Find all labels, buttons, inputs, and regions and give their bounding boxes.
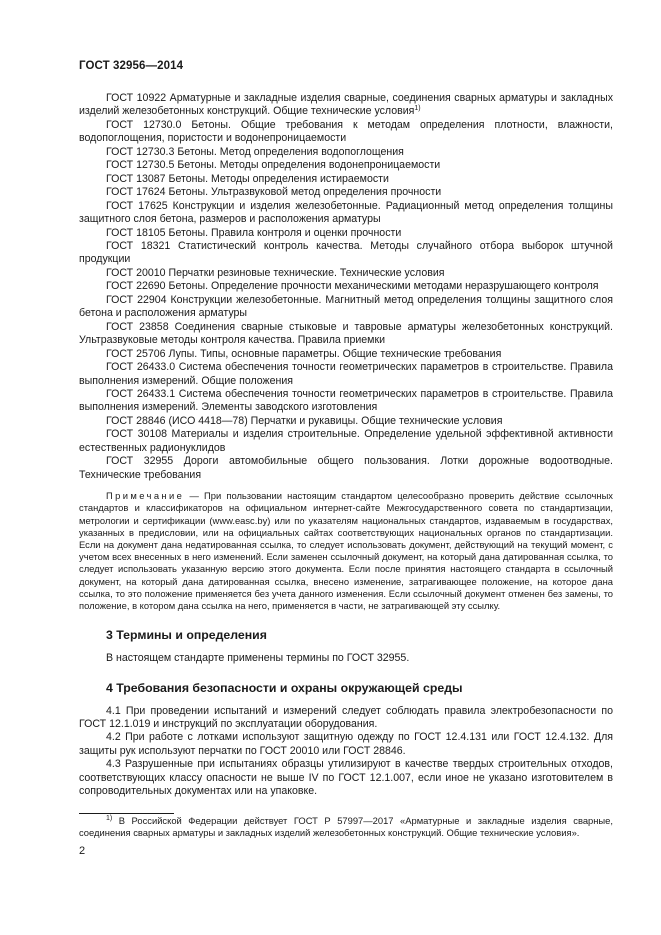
reference-item [79,415,613,428]
reference-code: ГОСТ 30108 [106,428,168,441]
reference-title: Бетоны. Правила контроля и оценки прочности [168,226,402,239]
footnote-reference-mark: 1) [414,105,421,113]
reference-code: ГОСТ 26433.1 [106,387,176,400]
reference-item [79,280,613,293]
reference-title: Система обеспечения точности геометрических параметров в строительстве. Правила выполнения измерений. Общие положения [79,361,613,387]
reference-code: ГОСТ 28846 [106,414,166,427]
reference-item [79,200,613,227]
reference-item [79,240,613,267]
reference-item [79,92,613,119]
reference-title: Бетоны. Общие требования к методам определения плотности, влажности, водопоглощения, пористости и водонепроницаемости [79,118,614,145]
section-4-paragraph-2: 4.2 При работе с лотками используют защитную одежду по ГОСТ 12.4.131 или ГОСТ 12.4.132. Для защиты рук используют перчатки по ГОСТ 20010 или ГОСТ 28846. [79,731,613,757]
normative-references-list [79,92,613,482]
page-content [79,92,613,799]
reference-code: ГОСТ 18321 [106,239,171,252]
reference-title: Материалы и изделия строительные. Определение удельной эффективной активности естественных радионуклидов [79,428,613,454]
reference-title: Конструкции и изделия железобетонные. Радиационный метод определения толщины защитного слоя бетона, размеров и расположения арматуры [79,199,613,226]
reference-title: Перчатки резиновые технические. Технические условия [168,266,445,279]
reference-item [79,186,613,199]
reference-code: ГОСТ 22690 [106,280,166,293]
reference-item [79,146,613,159]
reference-title: Соединения сварные стыковые и тавровые арматуры железобетонных конструкций. Ультразвуковые методы контроля качества. Правила приемки [79,320,613,347]
reference-item [79,159,613,172]
footnote [79,815,613,839]
reference-code: ГОСТ 13087 [106,172,166,185]
page-number: 2 [79,845,86,857]
reference-code: ГОСТ 17625 [106,199,168,212]
reference-item [79,321,613,348]
reference-title: Дороги автомобильные общего пользования. Лотки дорожные водоотводные. Технические требования [79,455,613,481]
reference-title: Бетоны. Методы определения водонепроницаемости [177,159,441,172]
footnote-mark: 1) [106,815,113,822]
reference-code: ГОСТ 18105 [106,226,166,239]
footnote-divider [79,813,174,814]
reference-title: Арматурные и закладные изделия сварные, соединения сварных арматуры и закладных изделий железобетонных конструкций. Общие технические условия [79,92,613,118]
reference-code: ГОСТ 12730.5 [106,159,175,172]
reference-code: ГОСТ 12730.0 [106,118,182,131]
reference-code: ГОСТ 22904 [106,293,167,306]
reference-code: ГОСТ 17624 [106,186,166,199]
reference-code: ГОСТ 25706 [106,347,166,360]
reference-item [79,119,613,146]
reference-item [79,455,613,482]
section-4-heading: 4 Требования безопасности и охраны окружающей среды [106,681,463,696]
reference-item [79,227,613,240]
section-4-paragraph-3: 4.3 Разрушенные при испытаниях образцы утилизируют в качестве твердых строительных отходов, соответствующих классу опасности не выше IV по ГОСТ 12.1.007, если иное не указано изготовителем в сопроводительных документах или на упаковке. [79,758,613,798]
reference-title: Лупы. Типы, основные параметры. Общие технические требования [168,347,502,360]
reference-code: ГОСТ 12730.3 [106,145,175,158]
reference-item [79,173,613,186]
reference-code: ГОСТ 23858 [106,320,169,333]
section-4-paragraph-1: 4.1 При проведении испытаний и измерений следует соблюдать правила электробезопасности по ГОСТ 12.1.019 и инструкций по эксплуатации оборудования. [79,704,613,730]
reference-item [79,267,613,280]
reference-item [79,348,613,361]
reference-title: Бетоны. Определение прочности механическими методами неразрушающего контроля [168,280,599,293]
footnote-text: В Российской Федерации действует ГОСТ Р 57997—2017 «Арматурные и закладные изделия сварные, соединения сварных арматуры и закладных изделий железобетонных конструкций. Общие технические условия». [79,815,613,839]
section-3-heading: 3 Термины и определения [106,628,267,643]
reference-title: Конструкции железобетонные. Магнитный метод определения толщины защитного слоя бетона и расположения арматуры [79,293,613,320]
reference-code: ГОСТ 10922 [106,92,167,104]
reference-title: (ИСО 4418—78) Перчатки и рукавицы. Общие технические условия [168,414,503,427]
document-header: ГОСТ 32956—2014 [79,60,184,72]
reference-title: Бетоны. Метод определения водопоглощения [177,145,404,158]
reference-item [79,294,613,321]
note-label: Примечание [106,490,185,502]
references-note [79,490,613,612]
reference-code: ГОСТ 32955 [106,455,174,468]
reference-code: ГОСТ 26433.0 [106,361,176,374]
reference-title: Бетоны. Методы определения истираемости [168,172,389,185]
reference-title: Статистический контроль качества. Методы случайного отбора выборок штучной продукции [79,239,613,266]
reference-title: Система обеспечения точности геометрических параметров в строительстве. Правила выполнения измерений. Элементы заводского изготовления [79,387,613,414]
reference-item [79,388,613,415]
section-3-text: В настоящем стандарте применены термины по ГОСТ 32955. [106,651,410,664]
reference-item [79,428,613,455]
reference-code: ГОСТ 20010 [106,266,166,279]
note-text: — При пользовании настоящим стандартом целесообразно проверить действие ссылочных стандартов и классификаторов на официальном интернет-сайте Межгосударственного совета по стандартизации, метрологии и сертификации (www.easc.by) или по указателям национальных стандартов, издаваемым в государствах, указанных в предисловии, или на официальных сайтах соответствующих национальных органов по стандартизации. Если на документ дана недатированная ссылка, то следует использовать документ, действующий на текущий момент, с учетом всех внесенных в него изменений. Если заменен ссылочный документ, на который дана датированная ссылка, то следует использовать указанную версию этого документа. Если после принятия настоящего стандарта в ссылочный документ, на который дана датированная ссылка, внесено изменение, затрагивающее положение, на которое дана ссылка, то это положение применяется без учета данного изменения. Если ссылочный документ отменен без замены, то положение, в котором дана ссылка на него, применяется в части, не затрагивающей эту ссылку. [79,490,613,611]
reference-item [79,361,613,388]
reference-title: Бетоны. Ультразвуковой метод определения прочности [168,186,442,199]
